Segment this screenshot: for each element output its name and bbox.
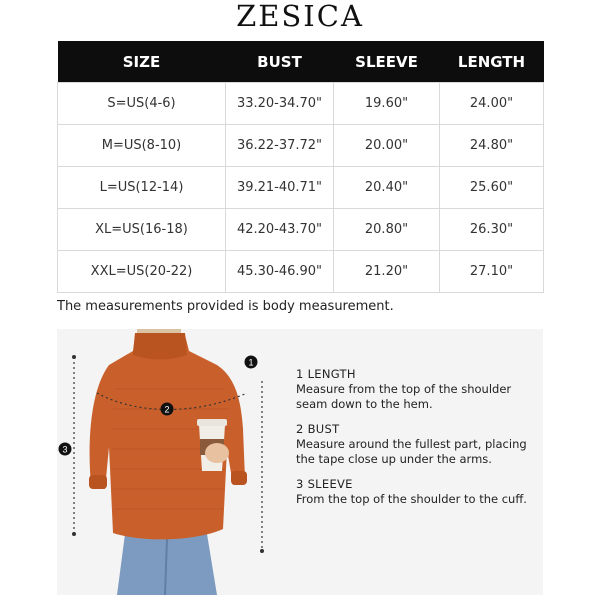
instruction-bust: [296, 422, 536, 467]
marker-3: [59, 443, 72, 456]
brand-logo: ZESICA: [236, 0, 364, 33]
cell-size: XXL=US(20-22): [58, 251, 226, 293]
length-line-bottom-dot: [260, 549, 264, 553]
instruction-heading: 3 SLEEVE: [296, 477, 353, 491]
cell-length: 24.80": [440, 125, 544, 167]
cell-size: M=US(8-10): [58, 125, 226, 167]
instruction-length: [296, 367, 536, 412]
hand-shape: [205, 443, 229, 463]
cell-bust: 36.22-37.72": [226, 125, 334, 167]
marker-1: [245, 356, 258, 369]
cell-bust: 39.21-40.71": [226, 167, 334, 209]
cell-sleeve: 19.60": [334, 83, 440, 125]
sleeve-line-top-dot: [72, 355, 76, 359]
cell-length: 25.60": [440, 167, 544, 209]
measurement-instructions: [296, 367, 536, 517]
cell-bust: 42.20-43.70": [226, 209, 334, 251]
header-length: LENGTH: [440, 41, 544, 83]
cell-sleeve: 20.80": [334, 209, 440, 251]
svg-text:1: 1: [248, 357, 254, 368]
header-bust: BUST: [226, 41, 334, 83]
left-cuff: [89, 475, 107, 489]
table-row: [58, 251, 544, 293]
table-header-row: [58, 41, 544, 83]
instruction-sleeve: [296, 477, 536, 507]
table-row: [58, 209, 544, 251]
instruction-text: From the top of the shoulder to the cuff.: [296, 492, 527, 506]
cell-bust: 33.20-34.70": [226, 83, 334, 125]
sleeve-line-bottom-dot: [72, 532, 76, 536]
measurement-note: The measurements provided is body measurement.: [57, 299, 394, 314]
instruction-heading: 1 LENGTH: [296, 367, 356, 381]
model-sweater-illustration: [57, 329, 277, 595]
turtleneck: [133, 333, 187, 360]
svg-text:3: 3: [62, 444, 68, 455]
table-row: [58, 167, 544, 209]
measurement-guide-panel: [57, 329, 543, 595]
table-row: [58, 83, 544, 125]
marker-2: [161, 403, 174, 416]
instruction-text: Measure from the top of the shoulder seam down to the hem.: [296, 382, 512, 411]
cell-size: XL=US(16-18): [58, 209, 226, 251]
instruction-heading: 2 BUST: [296, 422, 340, 436]
right-cuff: [231, 471, 247, 485]
cell-sleeve: 20.40": [334, 167, 440, 209]
cell-size: S=US(4-6): [58, 83, 226, 125]
cell-length: 26.30": [440, 209, 544, 251]
cell-sleeve: 20.00": [334, 125, 440, 167]
table-row: [58, 125, 544, 167]
header-sleeve: SLEEVE: [334, 41, 440, 83]
cell-sleeve: 21.20": [334, 251, 440, 293]
size-chart-table: [57, 41, 544, 293]
svg-text:2: 2: [164, 404, 170, 415]
cell-length: 24.00": [440, 83, 544, 125]
cell-bust: 45.30-46.90": [226, 251, 334, 293]
cell-size: L=US(12-14): [58, 167, 226, 209]
header-size: SIZE: [58, 41, 226, 83]
instruction-text: Measure around the fullest part, placing the tape close up under the arms.: [296, 437, 527, 466]
cell-length: 27.10": [440, 251, 544, 293]
